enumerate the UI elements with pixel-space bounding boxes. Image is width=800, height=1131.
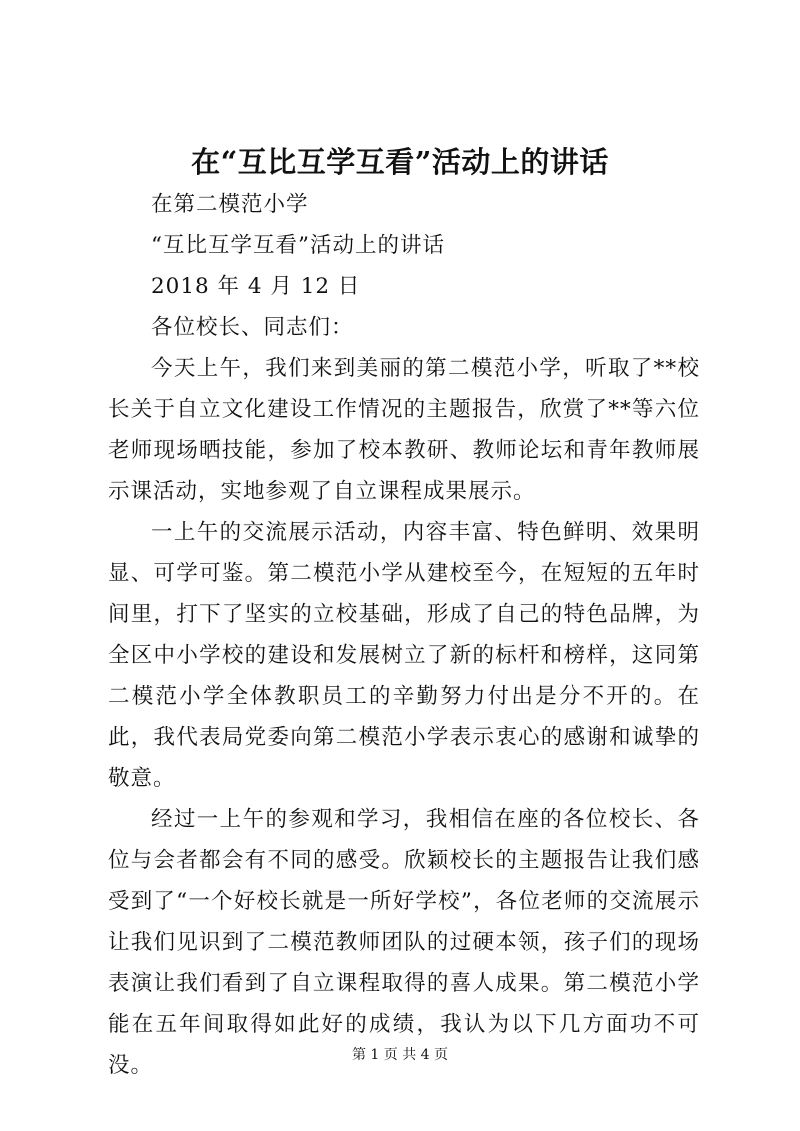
paragraph-subtitle: “互比互学互看”活动上的讲话 xyxy=(151,233,445,258)
paragraph-date: 2018 年 4 月 12 日 xyxy=(151,274,361,299)
paragraph-venue: 在第二模范小学 xyxy=(151,192,309,217)
paragraph-body: 一上午的交流展示活动，内容丰富、特色鲜明、效果明显、可学可鉴。第二模范小学从建校至今，在短短的五年时间里，打下了坚实的立校基础，形成了自己的特色品牌，为全区中小学校的建设和发展树立了新的标杆和榜样，这同第二模范小学全体教职员工的辛勤努力付出是分不开的。在此，我代表局党委向第二模范小学表示衷心的感谢和诚挚的敬意。 xyxy=(108,520,700,791)
paragraph-body: 经过一上午的参观和学习，我相信在座的各位校长、各位与会者都会有不同的感受。欣颖校长的主题报告让我们感受到了“一个好校长就是一所好学校”，各位老师的交流展示让我们见识到了二模范教师团队的过硬本领，孩子们的现场表演让我们看到了自立课程取得的喜人成果。第二模范小学能在五年间取得如此好的成绩，我认为以下几方面功不可没。 xyxy=(108,807,700,1078)
document-body xyxy=(108,184,700,1086)
paragraph-salutation: 各位校长、同志们： xyxy=(151,315,354,340)
paragraph-body: 今天上午，我们来到美丽的第二模范小学，听取了**校长关于自立文化建设工作情况的主题报告，欣赏了**等六位老师现场晒技能，参加了校本教研、教师论坛和青年教师展示课活动，实地参观了自立课程成果展示。 xyxy=(108,356,700,504)
page-footer: 第 1 页 共 4 页 xyxy=(351,1047,449,1063)
document-title: 在“互比互学互看”活动上的讲话 xyxy=(191,145,609,179)
